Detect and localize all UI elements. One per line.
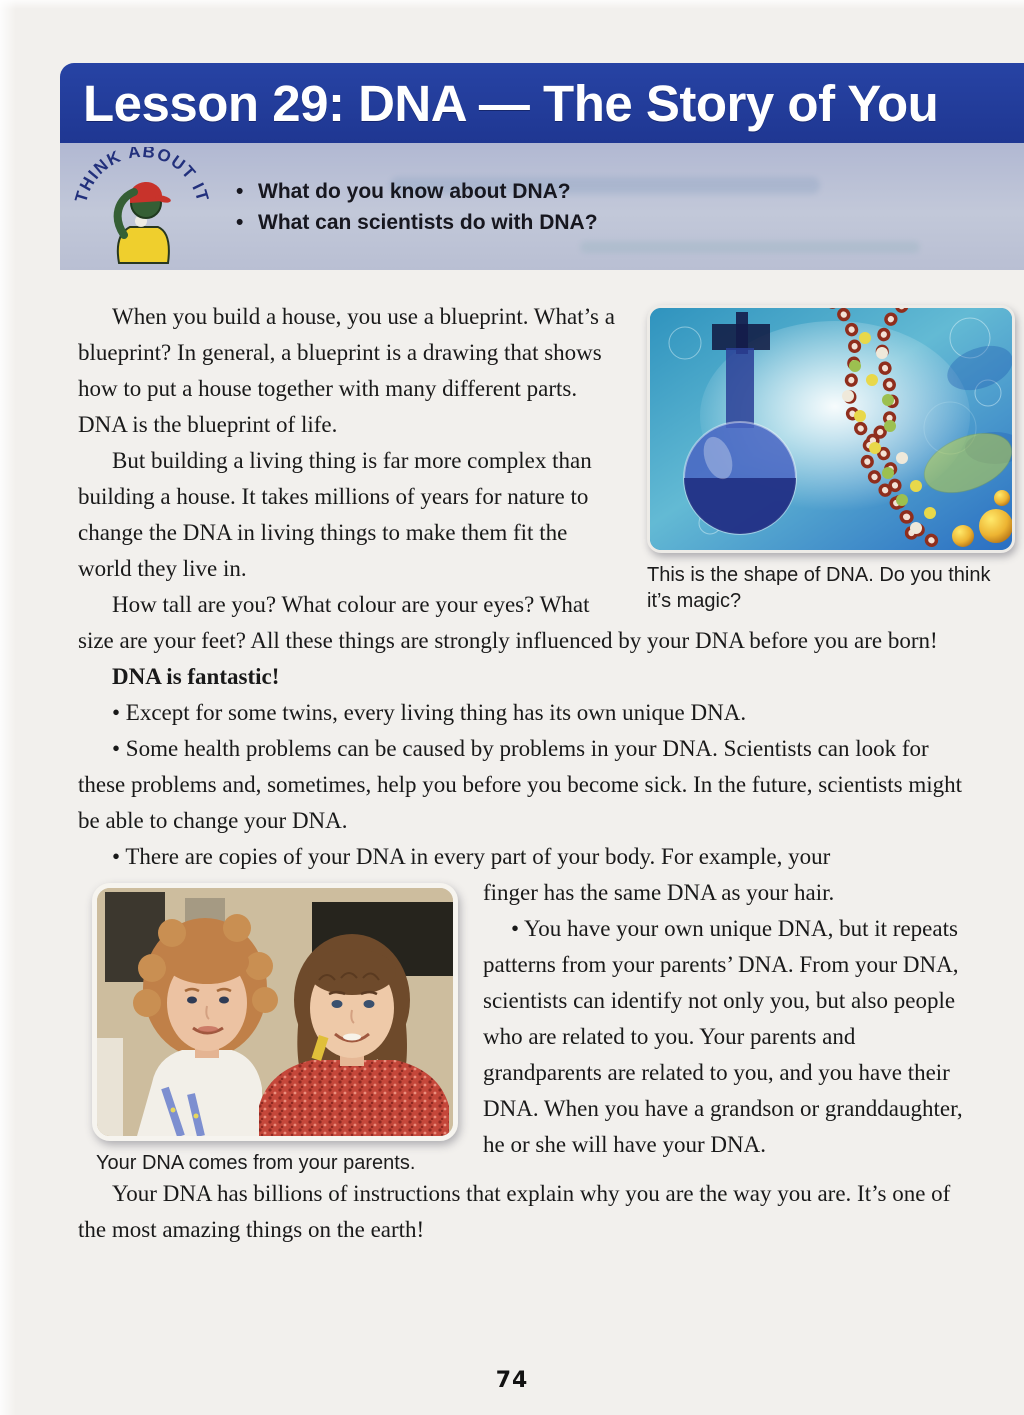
bullet-unique-dna: • Except for some twins, every living thing has its own unique DNA. (112, 700, 747, 725)
lesson-title: Lesson 29: DNA — The Story of You (83, 74, 939, 132)
think-about-it-logo (64, 147, 220, 267)
lesson-title-banner (60, 63, 1024, 143)
gold-sphere (979, 509, 1013, 543)
article-body (78, 299, 991, 1248)
paragraph-closing: Your DNA has billions of instructions that explain why you are the way you are. It’s one of the most amazing things on the earth! (78, 1181, 951, 1242)
ink-bleed-decoration (580, 241, 920, 253)
dna-helix-photo (647, 305, 1015, 553)
think-question-2 (236, 207, 598, 238)
bullet-copies-intro: • There are copies of your DNA in every part of your body. For example, your (112, 844, 831, 869)
dna-figure (647, 305, 1015, 614)
heading-dna-is-fantastic: DNA is fantastic! (112, 664, 280, 689)
bullet-icon: • (236, 211, 244, 234)
dna-figure-caption: This is the shape of DNA. Do you think it’s magic? (647, 564, 991, 612)
paragraph-blueprint: When you build a house, you use a blueprint. What’s a blueprint? In general, a blueprint is a drawing that shows how to put a house together with many different parts. DNA is the blueprint of life. (78, 304, 615, 437)
gold-sphere (994, 490, 1010, 506)
think-about-it-arc-text: THINK ABOUT IT (71, 147, 213, 205)
bullet-copies-rest: finger has the same DNA as your hair. (483, 880, 835, 905)
bullet-icon: • (236, 180, 244, 203)
family-photo (92, 883, 458, 1141)
page-number: 74 (495, 1368, 529, 1393)
gold-sphere (952, 525, 974, 547)
paragraph-how-tall: How tall are you? What colour are your eyes? What size are your feet? All these things are strongly influenced by your DNA before you are born! (78, 592, 938, 653)
family-figure-caption: Your DNA comes from your parents. (96, 1152, 416, 1174)
bullet-health-problems: • Some health problems can be caused by problems in your DNA. Scientists can look for these problems and, sometimes, help you before you become sick. In the future, scientists might be able to change your DNA. (78, 736, 963, 833)
think-question-1-text: What do you know about DNA? (258, 180, 571, 203)
think-about-it-logo-graphic (64, 147, 220, 267)
bullet-parents-dna: • You have your own unique DNA, but it repeats patterns from your parents’ DNA. From your DNA, scientists can identify not only you, but also people who are related to you. Your parents and grandparents are related to you, and you have their DNA. When you have a grandson or granddaughter, he or she will have your DNA. (483, 916, 963, 1157)
think-about-it-band (60, 143, 1024, 270)
door-trim (97, 1038, 123, 1136)
family-figure (92, 883, 458, 1176)
think-question-2-text: What can scientists do with DNA? (258, 211, 598, 234)
think-questions (236, 176, 598, 238)
think-question-1 (236, 176, 598, 207)
paragraph-living-thing: But building a living thing is far more complex than building a house. It takes millions of years for nature to change the DNA in living things to make them fit the world they live in. (78, 448, 592, 581)
